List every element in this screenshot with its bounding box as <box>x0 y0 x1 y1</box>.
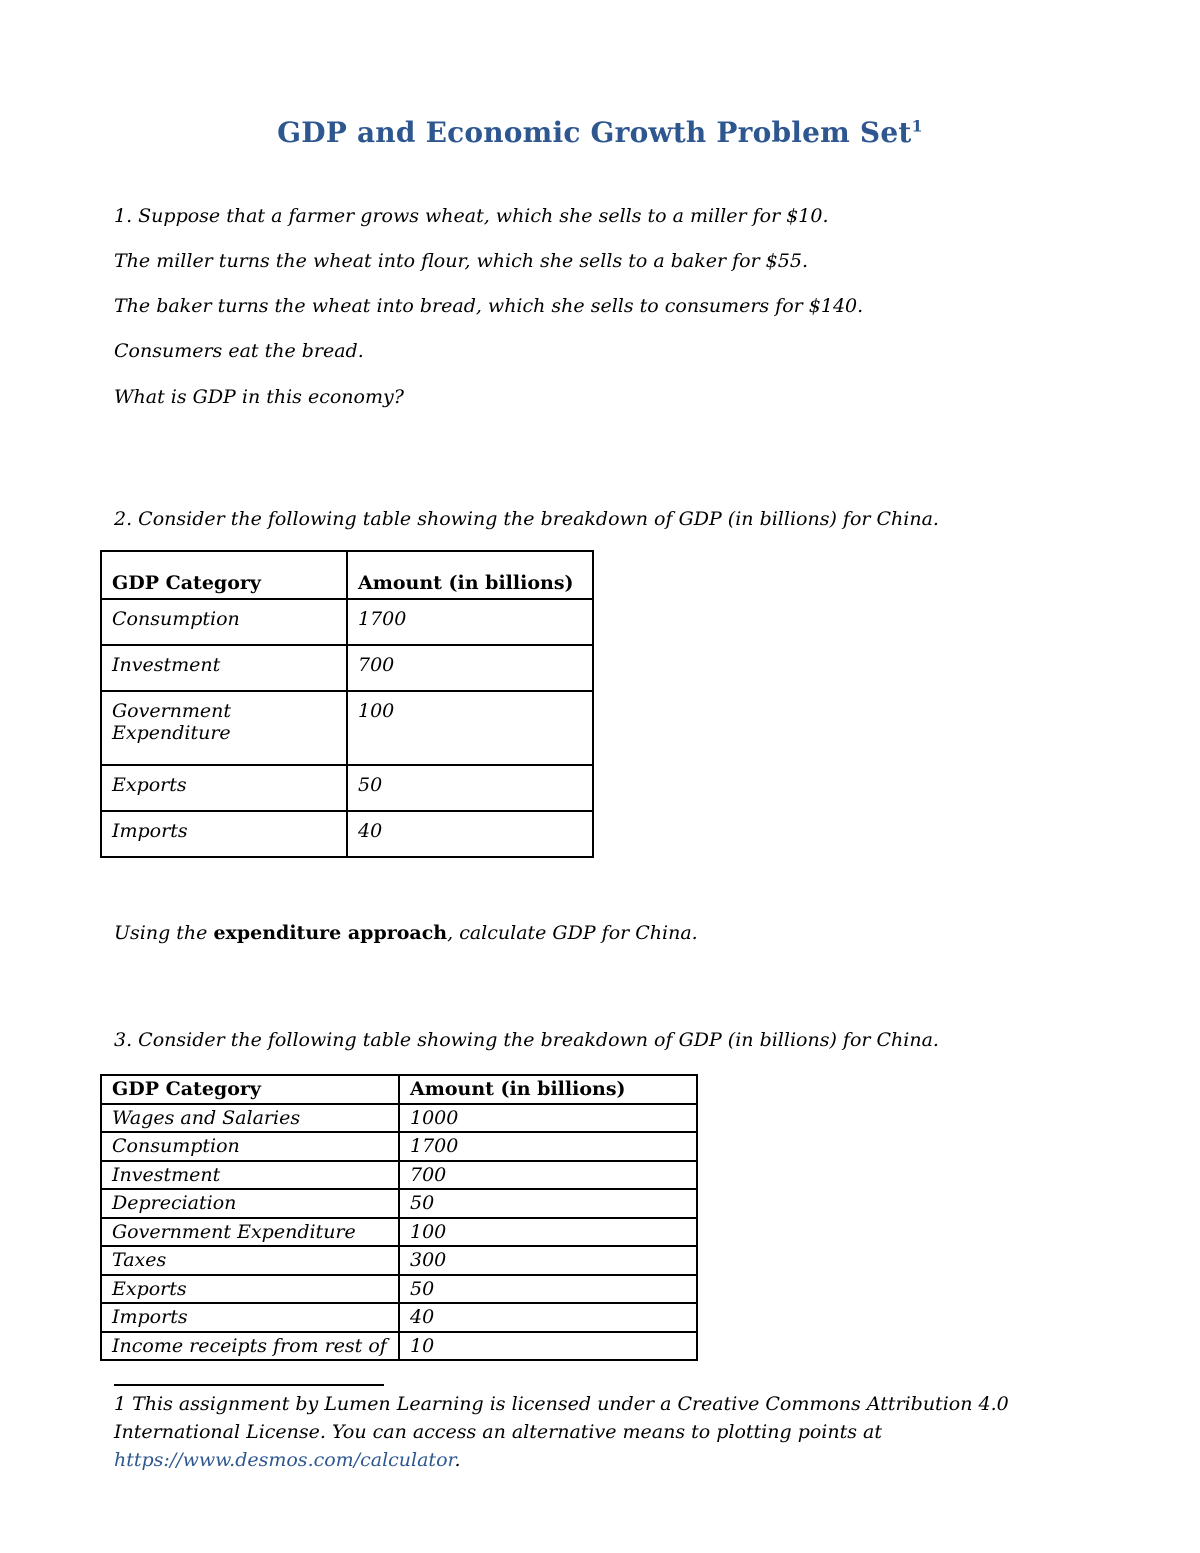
q3-prompt: 3. Consider the following table showing the breakdown of GDP (in billions) for China. <box>114 1029 939 1051</box>
cell-category: Depreciation <box>101 1189 399 1218</box>
cell-amount: 50 <box>347 765 593 811</box>
table-row <box>101 1161 697 1190</box>
q2-instruction: Using the expenditure approach, calculate GDP for China. <box>114 922 698 944</box>
cell-amount: 100 <box>347 691 593 765</box>
table-row <box>101 1275 697 1304</box>
q1-line-4: Consumers eat the bread. <box>114 340 364 362</box>
q1-line-2: The miller turns the wheat into flour, which she sells to a baker for $55. <box>114 250 808 272</box>
table-row <box>101 691 593 765</box>
cell-amount: 50 <box>399 1275 697 1304</box>
cell-amount: 40 <box>399 1303 697 1332</box>
cell-amount: 10 <box>399 1332 697 1361</box>
table-header-row <box>101 1075 697 1104</box>
table-header-row <box>101 551 593 599</box>
footnote-line-3: https://www.desmos.com/calculator. <box>114 1449 461 1471</box>
footnote-divider <box>114 1384 384 1386</box>
q1-line-3: The baker turns the wheat into bread, which she sells to consumers for $140. <box>114 295 864 317</box>
cell-amount: 700 <box>347 645 593 691</box>
cell-amount: 40 <box>347 811 593 857</box>
cell-category: Investment <box>101 645 347 691</box>
cell-category: Consumption <box>101 1132 399 1161</box>
cell-category: Government Expenditure <box>101 691 347 765</box>
table-row <box>101 1132 697 1161</box>
expenditure-approach-emphasis: expenditure approach <box>213 922 448 944</box>
cell-amount: 700 <box>399 1161 697 1190</box>
header-amount: Amount (in billions) <box>399 1075 697 1104</box>
q1-line-1: 1. Suppose that a farmer grows wheat, which she sells to a miller for $10. <box>114 205 829 227</box>
table-row <box>101 1332 697 1361</box>
gdp-table-expenditure <box>100 550 594 858</box>
cell-category: Income receipts from rest of <box>101 1332 399 1361</box>
cell-amount: 1700 <box>399 1132 697 1161</box>
cell-category: Wages and Salaries <box>101 1104 399 1133</box>
cell-category: Investment <box>101 1161 399 1190</box>
table-row <box>101 645 593 691</box>
footnote-line-1: 1 This assignment by Lumen Learning is licensed under a Creative Commons Attribution 4.0 <box>114 1393 1009 1415</box>
cell-amount: 1000 <box>399 1104 697 1133</box>
cell-category: Government Expenditure <box>101 1218 399 1247</box>
footnote-line-2: International License. You can access an alternative means to plotting points at <box>114 1421 882 1443</box>
q1-question: What is GDP in this economy? <box>114 386 404 408</box>
table-row <box>101 1246 697 1275</box>
q2-prompt: 2. Consider the following table showing the breakdown of GDP (in billions) for China. <box>114 508 939 530</box>
table-row <box>101 1218 697 1247</box>
cell-amount: 50 <box>399 1189 697 1218</box>
table-row <box>101 811 593 857</box>
desmos-link[interactable]: https://www.desmos.com/calculator <box>114 1449 455 1471</box>
cell-category: Imports <box>101 1303 399 1332</box>
cell-amount: 1700 <box>347 599 593 645</box>
cell-category: Taxes <box>101 1246 399 1275</box>
cell-category: Exports <box>101 765 347 811</box>
table-row <box>101 1104 697 1133</box>
table-row <box>101 599 593 645</box>
gdp-table-full <box>100 1074 698 1361</box>
header-category: GDP Category <box>101 1075 399 1104</box>
cell-amount: 300 <box>399 1246 697 1275</box>
title-footnote-mark: 1 <box>911 116 923 136</box>
header-amount: Amount (in billions) <box>347 551 593 599</box>
cell-category: Consumption <box>101 599 347 645</box>
cell-category: Imports <box>101 811 347 857</box>
table-row <box>101 765 593 811</box>
cell-amount: 100 <box>399 1218 697 1247</box>
header-category: GDP Category <box>101 551 347 599</box>
table-row <box>101 1303 697 1332</box>
table-row <box>101 1189 697 1218</box>
cell-category: Exports <box>101 1275 399 1304</box>
page-title: GDP and Economic Growth Problem Set$^1$ <box>277 116 923 149</box>
